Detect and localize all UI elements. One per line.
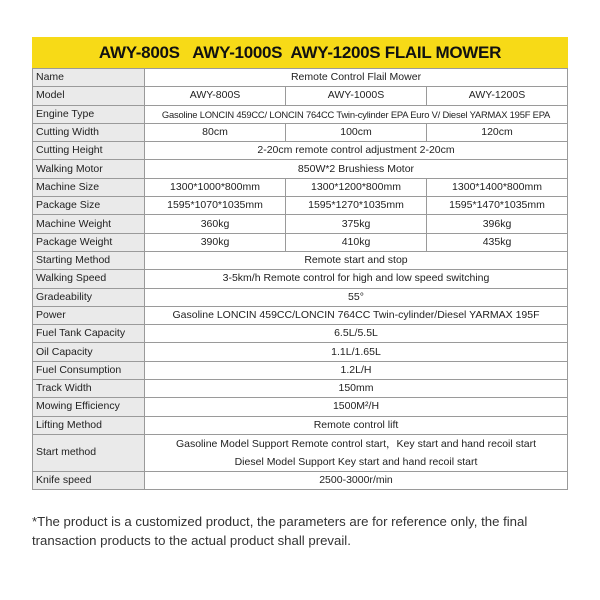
row-label-engine-type: Engine Type: [33, 105, 145, 123]
start-method-line-gasoline: Gasoline Model Support Remote control start，Key start and hand recoil start: [175, 437, 537, 450]
table-row: [33, 471, 568, 489]
table-row: [33, 270, 568, 288]
value-package-size-1000: 1595*1270*1035mm: [286, 197, 427, 215]
table-row: [33, 105, 568, 123]
row-label-cutting-width: Cutting Width: [33, 123, 145, 141]
value-track-width: 150mm: [145, 380, 568, 398]
table-row: [33, 325, 568, 343]
value-model-800: AWY-800S: [145, 87, 286, 105]
table-row: [33, 380, 568, 398]
row-label-track-width: Track Width: [33, 380, 145, 398]
row-label-power: Power: [33, 306, 145, 324]
value-fuel-tank: 6.5L/5.5L: [145, 325, 568, 343]
table-row: [33, 398, 568, 416]
row-label-machine-weight: Machine Weight: [33, 215, 145, 233]
row-label-fuel-consumption: Fuel Consumption: [33, 361, 145, 379]
value-cutting-height: 2-20cm remote control adjustment 2-20cm: [145, 142, 568, 160]
table-row: [33, 306, 568, 324]
row-label-machine-size: Machine Size: [33, 178, 145, 196]
table-row: [33, 215, 568, 233]
value-cutting-width-800: 80cm: [145, 123, 286, 141]
row-label-walking-motor: Walking Motor: [33, 160, 145, 178]
value-machine-size-800: 1300*1000*800mm: [145, 178, 286, 196]
value-gradeability: 55°: [145, 288, 568, 306]
row-label-lifting-method: Lifting Method: [33, 416, 145, 434]
table-row: [33, 197, 568, 215]
value-oil-capacity: 1.1L/1.65L: [145, 343, 568, 361]
value-machine-weight-1000: 375kg: [286, 215, 427, 233]
value-knife-speed: 2500-3000r/min: [145, 471, 568, 489]
value-cutting-width-1200: 120cm: [427, 123, 568, 141]
value-package-size-800: 1595*1070*1035mm: [145, 197, 286, 215]
value-start-method: [145, 434, 568, 471]
table-row: [33, 434, 568, 471]
value-walking-speed: 3-5km/h Remote control for high and low speed switching: [145, 270, 568, 288]
disclaimer-note: *The product is a customized product, the parameters are for reference only, the final transaction products to the actual product shall prevail.: [32, 514, 528, 548]
value-package-weight-800: 390kg: [145, 233, 286, 251]
table-row: [33, 69, 568, 87]
row-label-package-size: Package Size: [33, 197, 145, 215]
value-machine-weight-1200: 396kg: [427, 215, 568, 233]
value-cutting-width-1000: 100cm: [286, 123, 427, 141]
table-row: [33, 142, 568, 160]
value-power: Gasoline LONCIN 459CC/LONCIN 764CC Twin-cylinder/Diesel YARMAX 195F: [145, 306, 568, 324]
value-model-1000: AWY-1000S: [286, 87, 427, 105]
table-title-banner: [32, 37, 568, 68]
spec-table: [32, 68, 568, 490]
row-label-model: Model: [33, 87, 145, 105]
value-package-size-1200: 1595*1470*1035mm: [427, 197, 568, 215]
table-row: [33, 416, 568, 434]
table-row: [33, 160, 568, 178]
row-label-fuel-tank: Fuel Tank Capacity: [33, 325, 145, 343]
row-label-gradeability: Gradeability: [33, 288, 145, 306]
row-label-knife-speed: Knife speed: [33, 471, 145, 489]
row-label-mowing-efficiency: Mowing Efficiency: [33, 398, 145, 416]
value-engine-type: Gasoline LONCIN 459CC/ LONCIN 764CC Twin-cylinder EPA Euro V/ Diesel YARMAX 195F EPA: [145, 105, 568, 123]
table-row: [33, 178, 568, 196]
table-row: [33, 123, 568, 141]
table-row: [33, 361, 568, 379]
table-row: [33, 343, 568, 361]
table-title: AWY-800S AWY-1000S AWY-1200S FLAIL MOWER: [98, 42, 502, 62]
table-row: [33, 288, 568, 306]
value-fuel-consumption: 1.2L/H: [145, 361, 568, 379]
value-machine-size-1200: 1300*1400*800mm: [427, 178, 568, 196]
row-label-cutting-height: Cutting Height: [33, 142, 145, 160]
row-label-walking-speed: Walking Speed: [33, 270, 145, 288]
value-walking-motor: 850W*2 Brushiess Motor: [145, 160, 568, 178]
value-model-1200: AWY-1200S: [427, 87, 568, 105]
value-package-weight-1000: 410kg: [286, 233, 427, 251]
start-method-line-diesel: Diesel Model Support Key start and hand recoil start: [234, 455, 478, 468]
row-label-package-weight: Package Weight: [33, 233, 145, 251]
value-machine-weight-800: 360kg: [145, 215, 286, 233]
value-lifting-method: Remote control lift: [145, 416, 568, 434]
table-row: [33, 233, 568, 251]
table-row: [33, 87, 568, 105]
value-machine-size-1000: 1300*1200*800mm: [286, 178, 427, 196]
row-label-start-method: Start method: [33, 434, 145, 471]
value-mowing-efficiency: 1500M²/H: [145, 398, 568, 416]
value-name: Remote Control Flail Mower: [145, 69, 568, 87]
value-starting-method: Remote start and stop: [145, 251, 568, 269]
table-row: [33, 251, 568, 269]
row-label-name: Name: [33, 69, 145, 87]
row-label-oil-capacity: Oil Capacity: [33, 343, 145, 361]
row-label-starting-method: Starting Method: [33, 251, 145, 269]
value-package-weight-1200: 435kg: [427, 233, 568, 251]
